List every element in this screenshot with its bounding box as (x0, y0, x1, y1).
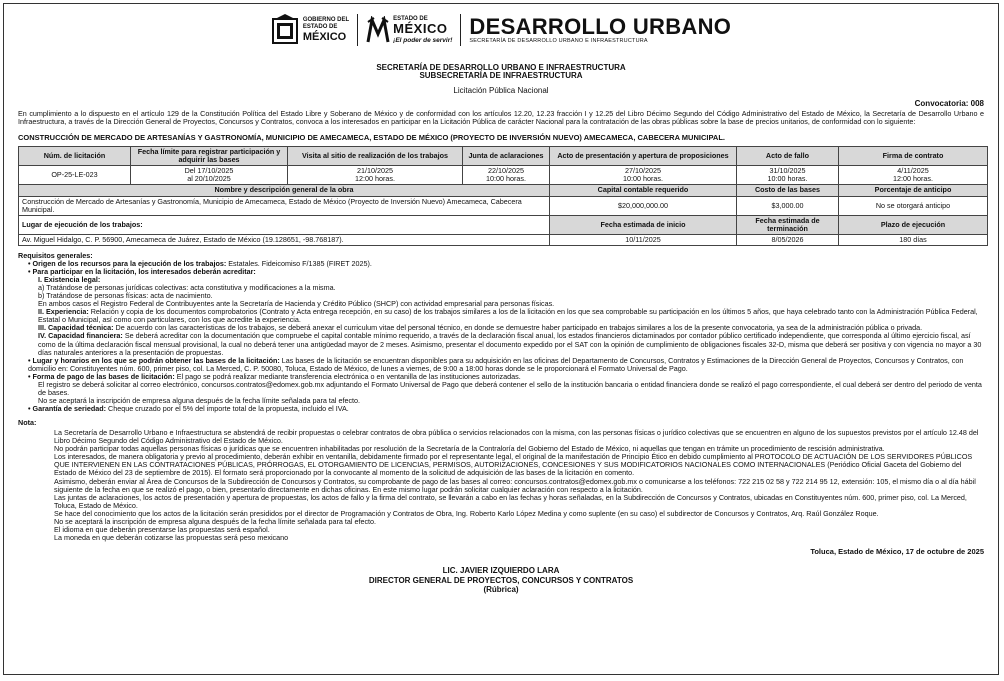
garantia-text: Cheque cruzado por el 5% del importe total de la propuesta, incluido el IVA. (106, 404, 349, 414)
rubrica: (Rúbrica) (483, 584, 519, 594)
td-num: OP-25-LE-023 (19, 166, 131, 185)
forma-pago-label: • Forma de pago de las bases de licitación: (28, 371, 175, 381)
nota-paragraph: La moneda en que deberán cotizarse las propuestas será peso mexicano (54, 532, 289, 542)
gob-line-2: ESTADO DE (302, 23, 338, 30)
firma-2: 12:00 horas. (893, 174, 933, 184)
capacidad-financiera-item (18, 332, 984, 356)
experiencia-text: Relación y copia de los documentos comprobatorios (Contrato y Acta entrega recepción, en su caso) de los trabajos similares a los de la licitación en los que sea comprobable su participación en los últimos 5 años, que haya celebrado tanto con la Administración Pública Federal, Estatal o Municipal, así como con particulares, con los que acredite la experiencia. (38, 307, 978, 325)
th-anticipo: Porcentaje de anticipo (839, 185, 988, 196)
obra-title: CONSTRUCCIÓN DE MERCADO DE ARTESANÍAS Y GASTRONOMÍA, MUNICIPIO DE AMECAMECA, ESTADO DE MÉXICO (PROYECTO DE INVERSIÓN NUEVO) AMECAMECA, CABECERA MUNICIPAL. (18, 132, 725, 142)
td-presentacion (550, 166, 737, 185)
table-row (19, 166, 988, 185)
divider (357, 14, 358, 46)
desarrollo-urbano-logo (469, 13, 732, 44)
signature-block (4, 566, 998, 594)
edo-big: MÉXICO (393, 21, 448, 37)
fecha-limite-2: al 20/10/2025 (187, 174, 231, 184)
edomex-text (393, 16, 452, 45)
fallo-1: 31/10/2025 (769, 166, 806, 176)
existencia-a: a) Tratándose de personas jurídicas colectivas: acta constitutiva y modificaciones a la misma. (38, 283, 336, 293)
lugar-bases-item (18, 357, 984, 373)
td-fecha-limite (131, 166, 288, 185)
th-lugar: Lugar de ejecución de los trabajos: (19, 215, 550, 234)
gob-line-1: GOBIERNO DEL (302, 17, 350, 24)
forma-pago-registro: El registro se deberá solicitar al correo electrónico, concursos.contratos@edomex.gob.mx adjuntando el Formato Universal de Pago que deberá contener el sello de la institución bancaria o entidad financiera donde se realizó el pago correspondiente, el cual deberá ser dentro del periodo de venta de bases. (38, 379, 982, 397)
pres-2: 10:00 horas. (623, 174, 663, 184)
convocatoria-number: Convocatoria: 008 (914, 98, 984, 108)
participar-item: • Para participar en la licitación, los interesados deberán acreditar: (28, 266, 256, 276)
requisitos-section (18, 252, 984, 413)
td-inicio: 10/11/2025 (550, 234, 737, 245)
origen-label: • Origen de los recursos para la ejecución de los trabajos: (28, 258, 227, 268)
td-lugar: Av. Miguel Hidalgo, C. P. 56900, Amecameca de Juárez, Estado de México (19.128651, -98.768187). (19, 234, 550, 245)
junta-1: 22/10/2025 (488, 166, 524, 176)
lugar-bases-text: Las bases de la licitación se encuentran disponibles para su adquisición en las oficinas del Departamento de Concursos, Contratos y Estimaciones de la Dirección General de Proyectos, Concursos y Contratos, con domicilio en: Constituyentes núm. 600, primer piso, col. La Merced, C. P. 50080, Toluca, Estado de México, de lunes a viernes, de 9:00 a 18:00 horas donde se le proporcionará el Formato Universal de Pago. (28, 355, 964, 373)
td-fallo (737, 166, 839, 185)
nota-paragraph: El idioma en que deberán presentarse las propuestas será español. (54, 524, 270, 534)
capacidad-financiera-label: IV. Capacidad financiera: (38, 331, 123, 341)
gobierno-logo (271, 13, 349, 47)
table-row (19, 234, 988, 245)
td-junta (463, 166, 550, 185)
nota-paragraph: Asimismo, deberán enviar al Área de Concursos de la Subdirección de Concursos y Contratos, su comprobante de pago de las bases al correo: concursos.contratos@edomex.gob.mx o comunicarse a los teléfonos: 722 215 02 58 y 722 214 95 12, extensión: 105, el mismo día o al día hábil siguiente de la fecha en que se realizó el pago, o bien, presentarlo directamente en dichas oficinas. En este mismo lugar podrán solicitar cualquier aclaración con respecto a la licitación. (54, 476, 976, 494)
capacidad-tecnica-text: De acuerdo con las características de los trabajos, se deberá anexar el curriculum vitae del personal técnico, en donde se demuestre haber participado en trabajos similares a los de la presente convocatoria, ya sea de la administración pública o privada. (113, 323, 923, 333)
existencia-b: b) Tratándose de personas físicas: acta de nacimiento. (38, 291, 213, 301)
th-num: Núm. de licitación (19, 147, 131, 166)
edomex-logo (366, 16, 452, 45)
heading-block (4, 64, 998, 81)
fecha-limite-1: Del 17/10/2025 (184, 166, 234, 176)
th-fecha-limite: Fecha límite para registrar participación y adquirir las bases (131, 147, 288, 166)
nota-paragraph: Se hace del conocimiento que los actos de la licitación serán presididos por el director de Programación y Contratos de Obra, Ing. Roberto Karlo López Medina y como suplente (en su caso) el subdirector de Concursos y Contratos, Arq. Raúl González Roque. (54, 508, 879, 518)
th-terminacion: Fecha estimada de terminación (737, 215, 839, 234)
capacidad-tecnica-label: III. Capacidad técnica: (38, 323, 114, 333)
visita-2: 12:00 horas. (355, 174, 395, 184)
th-plazo: Plazo de ejecución (839, 215, 988, 234)
divider (460, 14, 461, 46)
fallo-2: 10:00 horas. (767, 174, 808, 184)
edo-small: ESTADO DE (393, 15, 428, 22)
garantia-label: • Garantía de seriedad: (28, 404, 107, 414)
convocatoria-page (3, 3, 999, 675)
existencia-legal-title: I. Existencia legal: (38, 275, 101, 285)
header-logos (4, 8, 998, 52)
du-subtitle: SECRETARÍA DE DESARROLLO URBANO E INFRAESTRUCTURA (469, 37, 648, 44)
forma-pago-text: El pago se podrá realizar mediante transferencia electrónica o en ventanilla de las instituciones autorizadas. (174, 371, 521, 381)
td-nombre: Construcción de Mercado de Artesanías y Gastronomía, Municipio de Amecameca, Estado de México (Proyecto de Inversión Nuevo) Amecameca, Cabecera Municipal. (19, 196, 550, 215)
capacidad-financiera-text: Se deberá acreditar con la documentación que compruebe el capital contable mínimo requerido, a través de la declaración fiscal anual, los estados financieros dictaminados por contador público certificado independiente, que corresponda al último ejercicio fiscal, así como de la última declaración fiscal mensual provisional, la cual no deberá tener una antigüedad mayor de 2 meses. Asimismo, presentar el documento expedido por el SAT con la opinión de cumplimiento de obligaciones fiscales 32-D, misma que deberá ser positiva y con vigencia no mayor a 30 días naturales anteriores a la presentación de propuestas. (38, 331, 982, 357)
th-inicio: Fecha estimada de inicio (550, 215, 737, 234)
garantia-item (18, 405, 984, 413)
signer-title: DIRECTOR GENERAL DE PROYECTOS, CONCURSOS Y CONTRATOS (368, 575, 634, 585)
gobierno-text (303, 17, 349, 42)
licitacion-table (18, 146, 988, 246)
pres-1: 27/10/2025 (625, 166, 661, 176)
nota-paragraph: No se aceptará la inscripción de empresa alguna después de la fecha límite señalada para tal efecto. (54, 516, 377, 526)
licitacion-type: Licitación Pública Nacional (453, 85, 549, 95)
nota-section (18, 419, 984, 542)
th-acto-presentacion: Acto de presentación y apertura de proposiciones (550, 147, 737, 166)
existencia-rfc: En ambos casos el Registro Federal de Contribuyentes ante la Secretaría de Hacienda y Crédito Público (SHCP) con actividad empresarial para personas físicas. (38, 299, 555, 309)
origen-text: Estatales. Fideicomiso F/1385 (FIRET 2025). (226, 258, 372, 268)
secretaria-title: SECRETARÍA DE DESARROLLO URBANO E INFRAESTRUCTURA (376, 63, 626, 72)
firma-1: 4/11/2025 (897, 166, 929, 176)
nota-paragraph: Los interesados, de manera obligatoria y previo al procedimiento, deberán exhibir en ventanilla, debidamente firmado por el representante legal, el original de la manifestación de Principio Ético en debido cumplimiento al PROTOCOLO DE ACTUACIÓN DE LOS SERVIDORES PÚBLICOS QUE INTERVIENEN EN LAS CONTRATACIONES PÚBLICAS, PRÓRROGAS, EL OTORGAMIENTO DE LICENCIAS, PERMISOS, AUTORIZACIONES, CONCESIONES Y SUS MODIFICATORIOS NACIONALES COMO INTERNACIONALES (Periódico Oficial Gaceta del Gobierno del Estado de México del 23 de septiembre de 2015). El formato será proporcionado por la convocante al momento de la solicitud de adquisición de las bases de la licitación en comento. (54, 452, 973, 478)
place-date: Toluca, Estado de México, 17 de octubre de 2025 (810, 547, 984, 557)
td-terminacion: 8/05/2026 (737, 234, 839, 245)
intro-paragraph: En cumplimiento a lo dispuesto en el artículo 129 de la Constitución Política del Estado Libre y Soberano de México y de conformidad con los artículos 12.20, 12.23 fracción I y 12.25 del Libro Décimo Segundo del Código Administrativo del Estado de México, la Secretaría de Desarrollo Urbano e Infraestructura, a través de la Dirección General de Proyectos, Concursos y Contratos, convoca a los interesados en participar en la Licitación Pública de carácter Nacional para la contratación de las obras públicas sobre la base de precios unitarios, de conformidad con lo siguiente: (18, 108, 984, 126)
subsecretaria-title: SUBSECRETARÍA DE INFRAESTRUCTURA (419, 71, 583, 81)
signer-name: LIC. JAVIER IZQUIERDO LARA (442, 566, 560, 576)
td-plazo: 180 días (839, 234, 988, 245)
th-visita: Visita al sitio de realización de los trabajos (288, 147, 463, 166)
th-nombre: Nombre y descripción general de la obra (19, 185, 550, 196)
td-costo: $3,000.00 (737, 196, 839, 215)
th-fallo: Acto de fallo (737, 147, 839, 166)
junta-2: 10:00 horas. (486, 174, 526, 184)
nota-paragraph: No podrán participar todas aquellas personas físicas o jurídicas que se encuentren inhabilitadas por resolución de la Secretaría de la Contraloría del Gobierno del Estado de México, ni aquellas que tengan en trámite un procedimiento de rescisión administrativa. (54, 444, 885, 454)
lugar-bases-label: • Lugar y horarios en los que se podrán obtener las bases de la licitación: (28, 355, 280, 365)
edo-tagline: ¡El poder de servir! (393, 37, 453, 44)
visita-1: 21/10/2025 (357, 166, 393, 176)
gob-line-3: MÉXICO (302, 30, 347, 43)
edomex-icon (366, 16, 390, 44)
forma-pago-nota: No se aceptará la inscripción de empresa alguna después de la fecha límite señalada para tal efecto. (38, 395, 361, 405)
nota-paragraph: Las juntas de aclaraciones, los actos de presentación y apertura de propuestas, los actos de fallo y la firma del contrato, se llevarán a cabo en las fechas y horas señaladas, en la Subdirección de Concursos y Contratos, ubicadas en Constituyentes núm. 600, primer piso, col. La Merced, Toluca, Estado de México. (54, 492, 967, 510)
experiencia-label: II. Experiencia: (38, 307, 89, 317)
th-costo: Costo de las bases (737, 185, 839, 196)
td-anticipo: No se otorgará anticipo (839, 196, 988, 215)
nota-title: Nota: (18, 418, 37, 428)
nota-body (54, 429, 984, 542)
requisitos-title: Requisitos generales: (18, 250, 93, 260)
th-junta: Junta de aclaraciones (463, 147, 550, 166)
du-title: DESARROLLO URBANO (469, 13, 732, 39)
td-firma (839, 166, 988, 185)
table-row (19, 196, 988, 215)
experiencia-item (18, 308, 984, 324)
th-capital: Capital contable requerido (550, 185, 737, 196)
nota-paragraph: La Secretaría de Desarrollo Urbano e Infraestructura se abstendrá de recibir propuestas o celebrar contratos de obra pública o servicios relacionados con la misma, con las personas físicas o jurídico colectivas que se encuentren en alguno de los supuestos previstos por el artículo 12.48 del Libro Décimo Segundo del Código Administrativo del Estado de México. (54, 428, 979, 446)
td-capital: $20,000,000.00 (550, 196, 737, 215)
td-visita (288, 166, 463, 185)
coat-of-arms-icon (271, 13, 299, 47)
th-firma: Firma de contrato (839, 147, 988, 166)
